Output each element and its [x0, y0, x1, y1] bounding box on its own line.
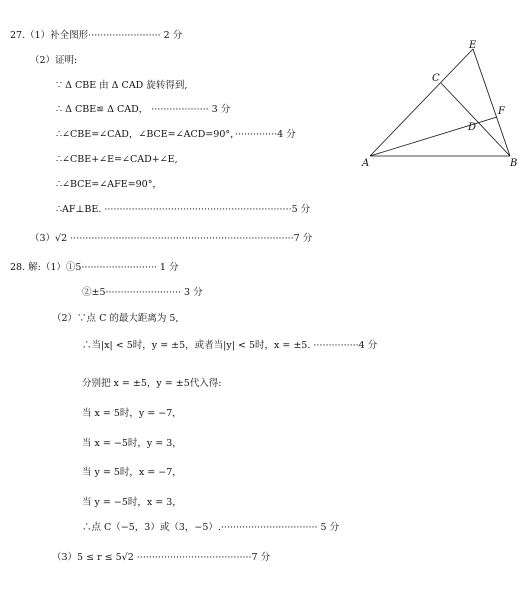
q28-part3: （3）5 ≤ r ≤ 5√2 ······································7 分: [52, 552, 271, 563]
q27-proof-line-4: ∴∠CBE+∠E=∠CAD+∠E,: [56, 154, 178, 165]
q27-proof-line-2: ∴ Δ CBE≌ Δ CAD， ··················· 3 分: [56, 104, 231, 115]
q28-part1: 28. 解:（1）①5························· 1 分: [10, 262, 179, 273]
q28-part2-heading: （2）∵点 C 的最大距离为 5,: [52, 313, 179, 324]
label-C: C: [432, 73, 440, 84]
q28-case-1: 当 x = 5时，y = −7，: [82, 408, 182, 419]
q27-proof-line-1: ∵ Δ CBE 由 Δ CAD 旋转得到,: [56, 80, 188, 91]
q28-line-substitute: 分别把 x = ±5，y = ±5代入得:: [82, 378, 222, 389]
label-B: B: [510, 158, 518, 169]
label-E: E: [469, 40, 477, 51]
q28-line-condition: ∴当|x| < 5时，y = ±5，或者当|y| < 5时，x = ±5. ···············4 分: [82, 340, 378, 351]
q27-part3: （3）√2 ··········································································7 分: [30, 233, 313, 244]
label-F: F: [498, 106, 505, 117]
q28-case-4: 当 y = −5时，x = 3，: [82, 497, 182, 508]
geometry-figure: [360, 38, 520, 174]
q28-case-2: 当 x = −5时，y = 3，: [82, 438, 182, 449]
q27-part1: 27.（1）补全图形························ 2 分: [10, 30, 183, 41]
q27-proof-line-5: ∴∠BCE=∠AFE=90°，: [56, 179, 162, 190]
q27-proof-line-3: ∴∠CBE=∠CAD，∠BCE=∠ACD=90°，··············4 分: [56, 129, 296, 140]
q28-part1-answer2: ②±5························· 3 分: [82, 287, 203, 298]
q27-proof-line-6: ∴AF⊥BE. ······························································5 分: [56, 204, 311, 215]
label-D: D: [468, 122, 477, 133]
segment-EB: [473, 49, 510, 156]
q28-conclusion: ∴点 C（−5，3）或（3，−5）.································ 5 分: [82, 522, 340, 533]
label-A: A: [362, 158, 370, 169]
q27-part2-heading: （2）证明:: [30, 55, 78, 66]
segment-CB: [441, 83, 510, 156]
q28-case-3: 当 y = 5时，x = −7，: [82, 467, 182, 478]
